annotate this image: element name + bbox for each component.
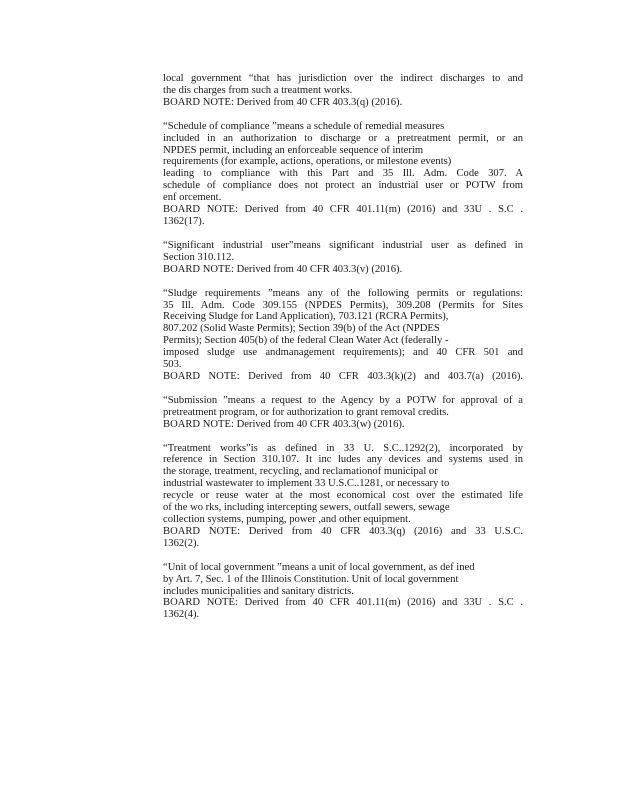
text-line: BOARD NOTE: Derived from 40 CFR 403.3(q) (2016) and 33 U.S.C. <box>163 525 523 537</box>
definition-paragraph <box>163 395 523 431</box>
text-line: BOARD NOTE: Derived from 40 CFR 403.3(w) (2016). <box>163 418 405 430</box>
text-line: imposed sludge use andmanagement requirements); and 40 CFR 501 and <box>163 347 523 359</box>
text-line: Permits); Section 405(b) of the federal Clean Water Act (federally - <box>163 335 449 347</box>
text-line: BOARD NOTE: Derived from 40 CFR 403.3(k)(2) and 403.7(a) (2016). <box>163 370 523 382</box>
text-line: leading to compliance with this Part and 35 Ill. Adm. Code 307. A <box>163 168 523 180</box>
text-line: Section 310.112. <box>163 251 235 263</box>
text-line: BOARD NOTE: Derived from 40 CFR 401.11(m) (2016) and 33U . S.C . <box>163 597 523 609</box>
text-line: 35 Ill. Adm. Code 309.155 (NPDES Permits), 309.208 (Permits for Sites <box>163 299 523 311</box>
text-line: industrial wastewater to implement 33 U.S.C..1281, or necessary to <box>163 478 450 490</box>
text-line: pretreatment program, or for authorization to grant removal credits. <box>163 406 449 418</box>
text-line: of the wo rks, including intercepting sewers, outfall sewers, sewage <box>163 502 450 514</box>
text-line: Receiving Sludge for Land Application), 703.121 (RCRA Permits), <box>163 311 449 323</box>
text-line: 1362(2). <box>163 537 200 549</box>
text-line: the dis charges from such a treatment works. <box>163 84 353 96</box>
text-line: BOARD NOTE: Derived from 40 CFR 403.3(v) (2016). <box>163 263 403 275</box>
text-line: includes municipalities and sanitary districts. <box>163 585 354 597</box>
text-line: 1362(17). <box>163 215 205 227</box>
text-line: “Treatment works”is as defined in 33 U. S.C..1292(2), incorporated by <box>163 442 523 454</box>
text-line: requirements (for example, actions, operations, or milestone events) <box>163 156 452 168</box>
text-line: 1362(4). <box>163 609 200 621</box>
definition-paragraph <box>163 562 523 622</box>
text-line: by Art. 7, Sec. 1 of the Illinois Constitution. Unit of local government <box>163 573 459 585</box>
text-line: collection systems, pumping, power ,and other equipment. <box>163 514 411 525</box>
text-line: “Submission ”means a request to the Agency by a POTW for approval of a <box>163 394 523 406</box>
definition-paragraph <box>163 443 523 550</box>
definition-paragraph <box>163 240 523 276</box>
document-page <box>163 73 523 633</box>
text-line: recycle or reuse water at the most economical cost over the estimated life <box>163 490 523 502</box>
text-line: 807.202 (Solid Waste Permits); Section 39(b) of the Act (NPDES <box>163 323 440 335</box>
text-line: “Significant industrial user”means significant industrial user as defined in <box>163 239 523 251</box>
text-line: “Sludge requirements ”means any of the following permits or regulations: <box>163 287 523 299</box>
definition-paragraph <box>163 288 523 383</box>
definition-paragraph <box>163 73 523 109</box>
text-line: BOARD NOTE: Derived from 40 CFR 401.11(m) (2016) and 33U . S.C . <box>163 204 523 216</box>
text-line: 503. <box>163 359 182 371</box>
text-line: NPDES permit, including an enforceable sequence of interim <box>163 144 424 156</box>
text-line: reference in Section 310.107. It inc ludes any devices and systems used in <box>163 454 523 466</box>
text-line: schedule of compliance does not protect an industrial user or POTW from <box>163 180 523 192</box>
text-line: “Unit of local government ”means a unit of local government, as def ined <box>163 561 475 573</box>
text-line: “Schedule of compliance ”means a schedule of remedial measures <box>163 120 445 132</box>
text-line: enf orcement. <box>163 192 222 204</box>
text-line: included in an authorization to discharge or a pretreatment permit, or an <box>163 132 523 144</box>
text-line: BOARD NOTE: Derived from 40 CFR 403.3(q) (2016). <box>163 96 403 108</box>
definition-paragraph <box>163 121 523 228</box>
text-line: the storage, treatment, recycling, and reclamationof municipal or <box>163 466 438 478</box>
text-line: local government “that has jurisdiction over the indirect discharges to and <box>163 73 523 84</box>
